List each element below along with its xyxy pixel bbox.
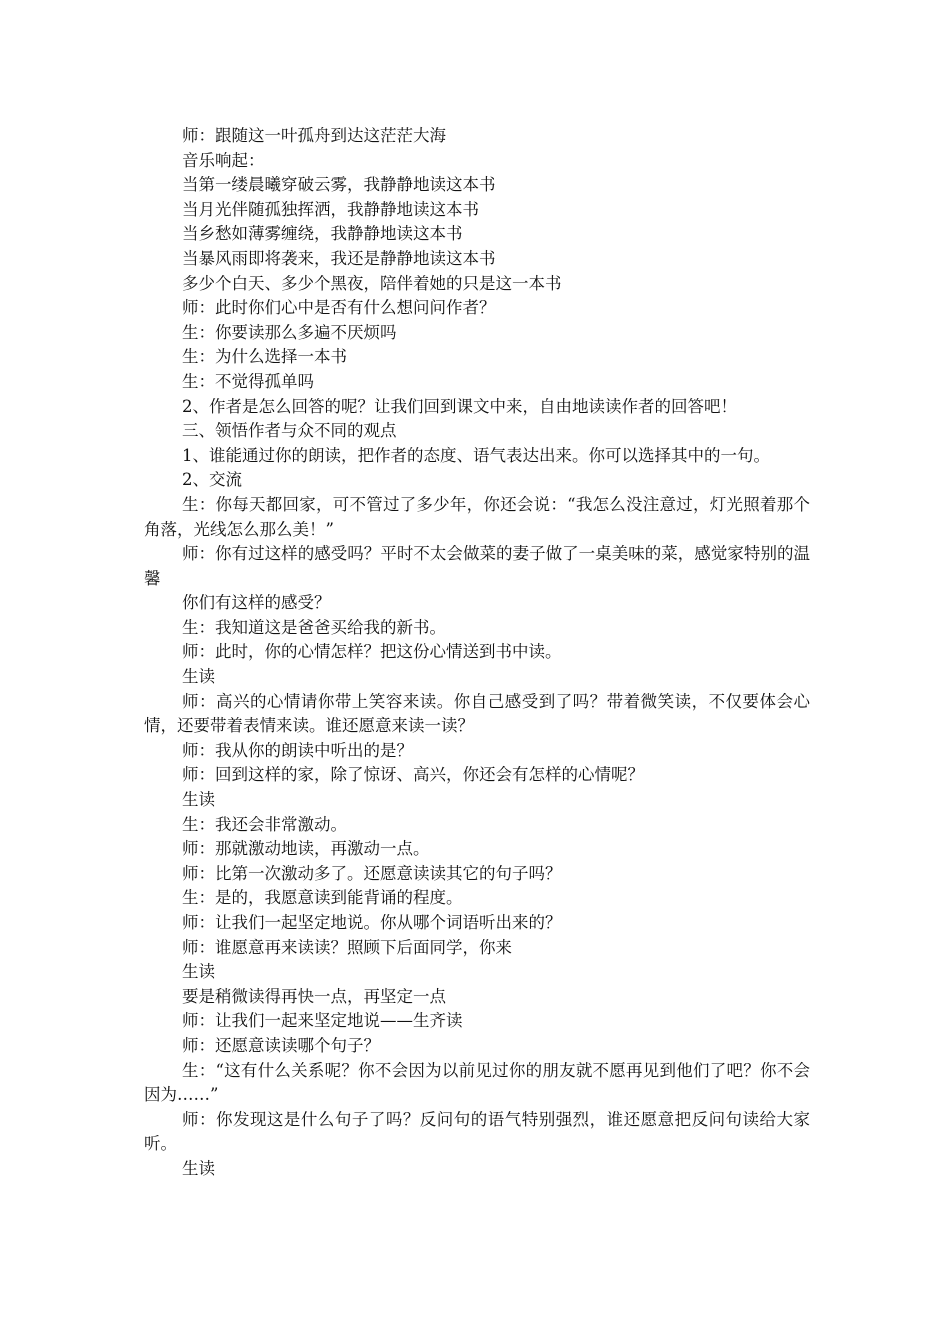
paragraph: 生：你要读那么多遍不厌烦吗 [182,322,397,342]
paragraph: 你们有这样的感受？ [182,593,331,613]
paragraph: 生：你每天都回家，可不管过了多少年，你还会说：“我怎么没注意过，灯光照着那个角落，光线怎么那么美！” [144,494,810,539]
paragraph: 师：此时你们心中是否有什么想问问作者？ [182,298,496,318]
document-body [144,124,810,1182]
paragraph: 师：回到这样的家，除了惊讶、高兴，你还会有怎样的心情呢？ [182,765,644,785]
paragraph: 2、交流 [182,470,242,490]
paragraph: 生读 [182,1158,215,1178]
paragraph: 师：高兴的心情请你带上笑容来读。你自己感受到了吗？带着微笑读，不仅要体会心情，还要带着表情来读。谁还愿意来读一读？ [144,691,810,736]
paragraph: 当月光伴随孤独挥洒，我静静地读这本书 [182,199,479,219]
paragraph: 当暴风雨即将袭来，我还是静静地读这本书 [182,248,496,268]
paragraph: 师：那就激动地读，再激动一点。 [182,839,430,859]
paragraph: 师：让我们一起坚定地说。你从哪个词语听出来的？ [182,913,562,932]
paragraph: 师：跟随这一叶孤舟到达这茫茫大海 [182,126,446,145]
paragraph: 生：是的，我愿意读到能背诵的程度。 [182,888,463,908]
paragraph: 师：谁愿意再来读读？照顾下后面同学，你来 [182,937,512,957]
paragraph: 师：让我们一起来坚定地说——生齐读 [182,1011,463,1031]
paragraph: 生：不觉得孤单吗 [182,371,314,391]
paragraph: 生：我还会非常激动。 [182,814,347,834]
paragraph: 生读 [182,790,215,810]
paragraph: 当第一缕晨曦穿破云雾，我静静地读这本书 [182,175,496,195]
section-heading: 三、领悟作者与众不同的观点 [182,421,397,441]
paragraph: 多少个白天、多少个黑夜，陪伴着她的只是这一本书 [182,273,562,293]
paragraph: 生：为什么选择一本书 [182,347,347,367]
paragraph: 生读 [182,962,215,982]
paragraph: 师：还愿意读读哪个句子？ [182,1035,380,1055]
paragraph: 师：你有过这样的感受吗？平时不太会做菜的妻子做了一桌美味的菜，感觉家特别的温馨 [144,544,810,588]
paragraph: 当乡愁如薄雾缠绕，我静静地读这本书 [182,224,463,244]
paragraph: 生：我知道这是爸爸买给我的新书。 [182,617,446,637]
paragraph: 师：我从你的朗读中听出的是？ [182,740,413,760]
paragraph: 音乐响起： [182,150,265,170]
paragraph: 生读 [182,667,215,687]
paragraph: 1、谁能通过你的朗读，把作者的态度、语气表达出来。你可以选择其中的一句。 [182,445,770,465]
paragraph: 师：你发现这是什么句子了吗？反问句的语气特别强烈，谁还愿意把反问句读给大家听。 [144,1109,810,1154]
paragraph: 2、作者是怎么回答的呢？让我们回到课文中来，自由地读读作者的回答吧！ [182,396,737,416]
paragraph: 师：此时，你的心情怎样？把这份心情送到书中读。 [182,642,562,662]
paragraph: 要是稍微读得再快一点，再坚定一点 [182,986,446,1006]
paragraph: 生：“这有什么关系呢？你不会因为以前见过你的朋友就不愿再见到他们了吧？你不会因为……” [144,1060,810,1105]
paragraph: 师：比第一次激动多了。还愿意读读其它的句子吗？ [182,863,562,883]
